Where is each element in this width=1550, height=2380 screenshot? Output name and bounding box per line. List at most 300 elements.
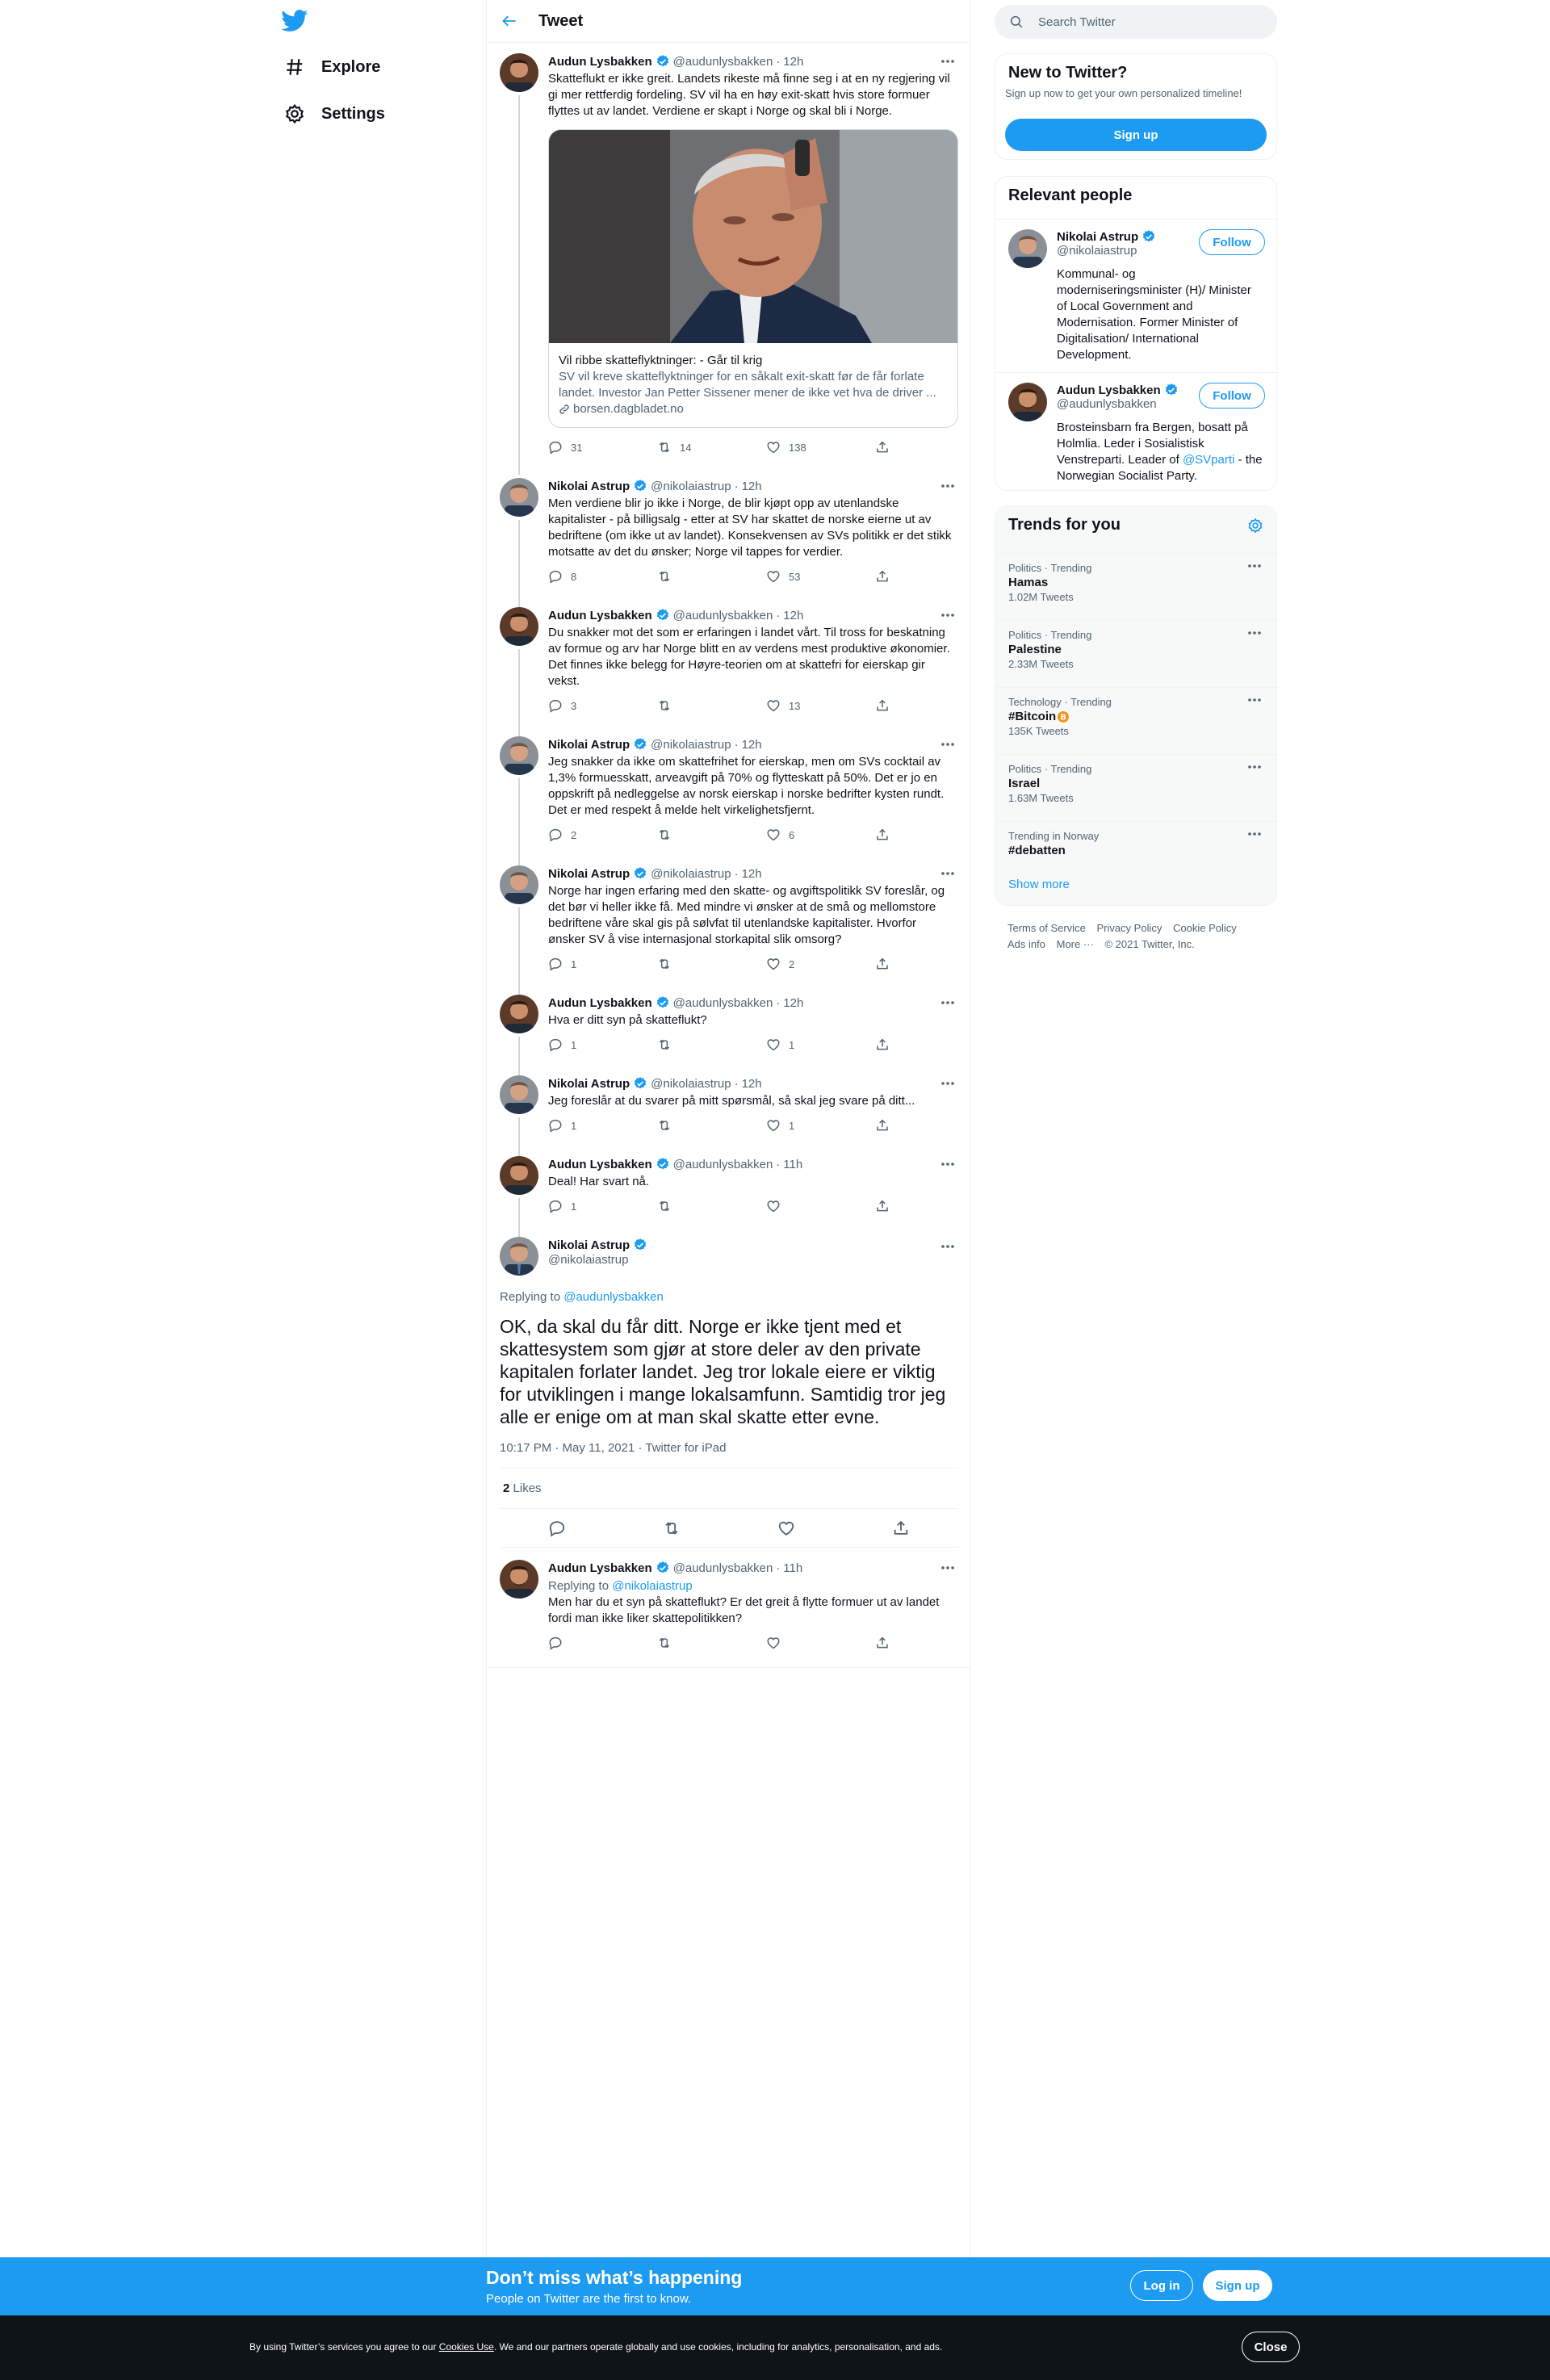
reply-icon <box>548 957 563 971</box>
heart-icon <box>766 698 781 713</box>
retweet-icon <box>657 1118 672 1133</box>
tweet-text-line: OK, da skal du får ditt. Norge er ikke tjent med et <box>500 1316 902 1337</box>
tweet-text-line: kapitalen forlater landet. Jeg tror lokale eiere er viktig <box>500 1361 936 1382</box>
avatar[interactable] <box>500 1075 538 1114</box>
tweet-time[interactable]: 12h <box>741 737 762 752</box>
reply-button[interactable] <box>548 568 657 585</box>
share-button[interactable] <box>875 1198 907 1214</box>
more-options-button[interactable] <box>937 607 958 623</box>
footer-ads-link[interactable]: Ads info <box>1008 938 1045 950</box>
bio-line: of Local Government and <box>1057 300 1193 313</box>
avatar[interactable] <box>1008 229 1047 268</box>
verified-badge-icon <box>633 479 647 493</box>
more-options-button[interactable] <box>937 53 958 69</box>
card-domain: borsen.dagbladet.no <box>573 402 684 416</box>
signup-button[interactable]: Sign up <box>1005 119 1267 151</box>
tweet-actions <box>548 568 958 585</box>
retweet-button[interactable] <box>657 1117 766 1133</box>
more-dots-icon <box>940 1000 955 1005</box>
person-handle[interactable]: @nikolaiastrup <box>1057 244 1137 258</box>
tweet-text <box>548 883 958 948</box>
more-dots-icon <box>1247 698 1265 702</box>
tweet-actions <box>548 698 958 714</box>
trend-name-text: #Bitcoin <box>1008 710 1057 723</box>
signup-title: New to Twitter? <box>1008 64 1128 82</box>
thread-tweet[interactable] <box>487 44 971 463</box>
verified-badge-icon <box>1142 229 1156 244</box>
share-icon <box>875 698 890 713</box>
author-handle[interactable]: @nikolaiastrup <box>651 479 731 493</box>
avatar[interactable] <box>1008 383 1047 421</box>
follow-button[interactable]: Follow <box>1199 229 1265 255</box>
tweet-text <box>548 1012 958 1029</box>
author-name[interactable]: Audun Lysbakken <box>548 1561 652 1575</box>
like-button[interactable] <box>766 1117 875 1133</box>
author-name[interactable]: Nikolai Astrup <box>548 1238 630 1252</box>
reply-button[interactable] <box>548 1117 657 1133</box>
signup-bar-button[interactable]: Sign up <box>1203 2270 1272 2301</box>
trend-category: Politics · Trending <box>1008 629 1092 641</box>
avatar[interactable] <box>500 1560 538 1599</box>
retweet-icon <box>657 569 672 584</box>
twitter-logo-icon[interactable] <box>281 10 310 34</box>
tweet-text <box>548 754 958 819</box>
more-options-button[interactable] <box>937 1238 958 1255</box>
retweet-button[interactable] <box>657 956 766 972</box>
more-options-button[interactable] <box>937 736 958 752</box>
retweet-button[interactable] <box>657 827 766 843</box>
trend-count: 1.63M Tweets <box>1008 792 1074 804</box>
author-name[interactable]: Nikolai Astrup <box>548 479 630 493</box>
retweet-icon[interactable] <box>663 1519 681 1537</box>
tweet-actions <box>548 1037 958 1053</box>
heart-icon <box>766 1037 781 1052</box>
trend-name <box>1008 777 1265 790</box>
tweet-time[interactable]: 12h <box>741 1076 762 1091</box>
retweet-button[interactable] <box>657 439 766 455</box>
more-dots-icon <box>1247 765 1265 769</box>
trends-panel <box>995 505 1277 906</box>
replying-to-link[interactable]: @audunlysbakken <box>563 1290 664 1304</box>
footer-links <box>1008 920 1245 953</box>
tweet-text-line: fordi man ikke liker skattepolitikken? <box>548 1611 743 1625</box>
share-button[interactable] <box>875 1117 907 1133</box>
trend-category: Politics · Trending <box>1008 562 1092 574</box>
conversation-column <box>486 0 970 2257</box>
thread-line <box>518 907 520 995</box>
tweet-text-line: kapitalister - på billigsalg - etter at SV har skattet de norske eierne ut av <box>548 513 932 526</box>
reply-count: 1 <box>571 1038 577 1051</box>
author-handle[interactable]: @nikolaiastrup <box>651 737 731 752</box>
bio-mention-link[interactable]: @SVparti <box>1182 453 1235 467</box>
cookie-text: By using Twitter’s services you agree to our <box>249 2341 439 2353</box>
avatar[interactable] <box>500 736 538 775</box>
thread-tweet[interactable] <box>487 985 971 1066</box>
share-icon <box>875 1118 890 1133</box>
like-count: 53 <box>789 570 801 583</box>
thread-line <box>518 95 520 475</box>
avatar[interactable] <box>500 1156 538 1195</box>
separator-dot: · <box>776 1561 781 1575</box>
tweet-text-line: bedriftene våre skal gis på sølvfat til utenlandske kapitalister. Hvorfor <box>548 916 917 930</box>
more-options-button[interactable] <box>937 1075 958 1092</box>
bitcoin-icon <box>1058 711 1069 723</box>
trend-category: Politics · Trending <box>1008 763 1092 775</box>
like-button[interactable] <box>766 827 875 843</box>
reply-icon <box>548 828 563 842</box>
tweet-actions <box>548 1117 958 1133</box>
reply-count: 8 <box>571 570 577 583</box>
more-options-button[interactable] <box>937 995 958 1011</box>
tweet-text-line: Skatteflukt er ikke greit. Landets rikeste må finne seg i at en ny regjering vil <box>548 72 950 86</box>
more-dots-icon <box>1247 564 1265 568</box>
verified-badge-icon <box>633 737 647 752</box>
reply-count: 1 <box>571 1200 577 1213</box>
thread-tweet[interactable] <box>487 468 971 597</box>
reply-icon <box>548 569 563 584</box>
separator-dot: · <box>776 54 781 69</box>
like-button[interactable] <box>766 1037 875 1053</box>
reply-icon <box>548 440 563 455</box>
relevant-people-panel <box>995 176 1277 491</box>
heart-icon <box>766 828 781 842</box>
tweet-text-line: vekst. <box>548 674 580 688</box>
card-title: Vil ribbe skatteflyktninger: - Går til krig <box>559 354 763 367</box>
thread-tweet[interactable] <box>487 727 971 856</box>
tweet-text-line: alle er enige om at man skal skatte etter evne. <box>500 1406 880 1427</box>
like-button[interactable] <box>766 956 875 972</box>
separator-dot: · <box>734 1076 739 1091</box>
retweet-icon <box>657 1037 672 1052</box>
reply-button[interactable] <box>548 1037 657 1053</box>
reply-button[interactable] <box>548 956 657 972</box>
tweet-time[interactable]: 11h <box>783 1561 803 1575</box>
bio-line: Kommunal- og <box>1057 267 1136 281</box>
like-button[interactable] <box>766 698 875 714</box>
cookie-consent-bar <box>0 2315 1550 2380</box>
trend-item[interactable] <box>995 754 1278 819</box>
like-button[interactable] <box>766 1198 875 1214</box>
thread-line <box>518 1198 520 1237</box>
tweet-text-line: Jeg snakker da ikke om skattefrihet for eierskap, men om SVs cocktail av <box>548 755 941 769</box>
author-handle[interactable]: @nikolaiastrup <box>651 1076 731 1091</box>
retweet-count: 14 <box>680 441 692 454</box>
author-name[interactable]: Audun Lysbakken <box>548 995 652 1010</box>
trend-count: 1.02M Tweets <box>1008 591 1074 603</box>
tweet-actions <box>548 956 958 972</box>
share-icon <box>875 828 890 842</box>
likes-stat[interactable] <box>500 1469 958 1509</box>
reply-icon[interactable] <box>548 1519 566 1537</box>
tweet-text-line: gi mer rettferdig fordeling. SV vil ha en høy exit-skatt hvis store formuer <box>548 88 930 102</box>
tweet-actions <box>548 1198 958 1214</box>
reply-count: 1 <box>571 1119 577 1132</box>
author-name[interactable]: Audun Lysbakken <box>548 608 652 622</box>
cookie-text: . We and our partners operate globally and use cookies, including for analytics, personalisation, and ads. <box>493 2341 943 2353</box>
like-count: 138 <box>789 441 806 454</box>
tweet-text-line: av formue og arv har Norge blitt en av verdens mest produktive økonomier. <box>548 642 950 656</box>
author-handle[interactable]: @nikolaiastrup <box>548 1253 629 1267</box>
more-dots-icon <box>940 1162 955 1167</box>
retweet-icon <box>657 698 672 713</box>
reply-button[interactable] <box>548 1198 657 1214</box>
avatar[interactable] <box>500 53 538 92</box>
replying-to <box>548 1579 958 1593</box>
author-name[interactable]: Nikolai Astrup <box>548 1076 630 1091</box>
bio-line: Norwegian Socialist Party. <box>1057 469 1197 483</box>
trend-count: 135K Tweets <box>1008 725 1069 737</box>
nav-settings[interactable] <box>284 98 385 130</box>
like-count: 1 <box>789 1038 795 1051</box>
share-button[interactable] <box>875 698 907 714</box>
retweet-button[interactable] <box>657 698 766 714</box>
focused-tweet-actions <box>500 1509 958 1548</box>
reply-count: 3 <box>571 699 577 712</box>
avatar[interactable] <box>500 478 538 517</box>
share-button[interactable] <box>875 439 907 455</box>
thread-line <box>518 520 520 607</box>
share-icon <box>875 1199 890 1213</box>
tweet-text-line: Men verdiene blir jo ikke i Norge, de blir kjøpt opp av utenlandske <box>548 497 899 510</box>
tweet-text-line: oppskrift på nedleggelse av norsk eierskap i norske bedrifter kysten rundt. <box>548 787 945 801</box>
share-icon[interactable] <box>892 1519 910 1537</box>
tweet-time[interactable]: 12h <box>783 995 804 1010</box>
retweet-button[interactable] <box>657 1198 766 1214</box>
replying-to <box>500 1290 958 1304</box>
tweet-text-line: det bør vi heller ikke få. Med mindre vi ønsker at de små og mellomstore <box>548 900 936 914</box>
thread-line <box>518 649 520 736</box>
nav-explore-label: Explore <box>321 57 381 76</box>
trend-item[interactable] <box>995 620 1278 685</box>
more-dots-icon <box>940 871 955 876</box>
trend-more-button[interactable] <box>1247 765 1265 769</box>
bio-line <box>1057 452 1267 468</box>
trend-more-button[interactable] <box>1247 698 1265 702</box>
like-button[interactable] <box>766 568 875 585</box>
login-button[interactable]: Log in <box>1130 2270 1193 2301</box>
tweet-text <box>548 1174 958 1190</box>
reply-button[interactable] <box>548 439 657 455</box>
nav-explore[interactable] <box>284 51 380 83</box>
like-count: 1 <box>789 1119 795 1132</box>
author-name[interactable]: Nikolai Astrup <box>548 737 630 752</box>
like-count: 6 <box>789 828 795 841</box>
author-name[interactable]: Audun Lysbakken <box>548 1157 652 1171</box>
trend-more-button[interactable] <box>1247 564 1265 568</box>
trend-item[interactable] <box>995 553 1278 618</box>
footer-more-link[interactable]: More ··· <box>1056 938 1094 950</box>
more-options-button[interactable] <box>937 1560 958 1576</box>
more-dots-icon <box>940 484 955 488</box>
separator-dot: · <box>734 479 739 493</box>
reply-button[interactable] <box>548 827 657 843</box>
person-name[interactable]: Audun Lysbakken <box>1057 383 1161 397</box>
reply-button[interactable] <box>548 1635 657 1651</box>
footer-privacy-link[interactable]: Privacy Policy <box>1096 922 1162 934</box>
likes-label: Likes <box>513 1481 542 1495</box>
person-bio <box>1057 420 1267 484</box>
thread-tweet[interactable] <box>487 1066 971 1146</box>
card-image <box>549 130 957 343</box>
footer-terms-link[interactable]: Terms of Service <box>1008 922 1086 934</box>
separator-dot: · <box>776 995 781 1010</box>
heart-icon <box>766 569 781 584</box>
avatar[interactable] <box>500 1237 538 1276</box>
share-button[interactable] <box>875 1635 907 1651</box>
retweet-button[interactable] <box>657 568 766 585</box>
tweet-time[interactable]: 12h <box>741 479 762 493</box>
author-handle[interactable]: @audunlysbakken <box>672 1157 773 1171</box>
share-icon <box>875 957 890 971</box>
tweet-text <box>548 1093 958 1109</box>
separator-dot: · <box>776 1157 781 1171</box>
trend-category: Technology · Trending <box>1008 696 1112 708</box>
more-dots-icon <box>940 1565 955 1570</box>
retweet-icon <box>657 440 672 455</box>
author-name[interactable]: Nikolai Astrup <box>548 866 630 881</box>
tweet-time[interactable]: 12h <box>741 866 762 881</box>
avatar[interactable] <box>500 865 538 904</box>
share-button[interactable] <box>875 956 907 972</box>
bio-text: - the <box>1234 453 1263 467</box>
author-handle[interactable]: @audunlysbakken <box>672 54 773 69</box>
close-button[interactable]: Close <box>1242 2332 1300 2362</box>
share-icon <box>875 440 890 455</box>
trend-more-button[interactable] <box>1247 832 1265 836</box>
gear-icon <box>284 103 305 124</box>
more-dots-icon <box>940 1244 955 1249</box>
back-button[interactable] <box>487 0 532 43</box>
reply-tweet[interactable] <box>487 1550 971 1668</box>
share-button[interactable] <box>875 1037 907 1053</box>
link-card[interactable] <box>548 129 958 428</box>
tweet-timestamp[interactable]: 10:17 PM · May 11, 2021 · Twitter for iPad <box>500 1441 958 1469</box>
follow-button[interactable]: Follow <box>1199 383 1265 409</box>
focused-tweet <box>487 1234 971 1548</box>
thread-tweet[interactable] <box>487 1146 971 1227</box>
retweet-button[interactable] <box>657 1635 766 1651</box>
back-arrow-icon <box>501 13 517 29</box>
person-handle[interactable]: @audunlysbakken <box>1057 397 1157 411</box>
tweet-actions <box>548 439 958 455</box>
like-count: 13 <box>789 699 801 712</box>
search-input[interactable] <box>995 5 1277 39</box>
person-name[interactable]: Nikolai Astrup <box>1057 229 1139 244</box>
heart-icon[interactable] <box>777 1519 795 1537</box>
trend-name-text: Hamas <box>1008 576 1049 589</box>
tweet-text <box>548 625 958 689</box>
trend-count: 2.33M Tweets <box>1008 658 1074 670</box>
show-more-link[interactable]: Show more <box>1008 878 1070 891</box>
tweet-time[interactable]: 11h <box>783 1157 803 1171</box>
retweet-icon <box>657 828 672 842</box>
avatar[interactable] <box>500 995 538 1033</box>
more-dots-icon <box>940 613 955 618</box>
svg-text:B: B <box>1060 713 1066 723</box>
share-button[interactable] <box>875 568 907 585</box>
author-handle[interactable]: @audunlysbakken <box>672 608 773 622</box>
retweet-button[interactable] <box>657 1037 766 1053</box>
bio-line: Brosteinsbarn fra Bergen, bosatt på <box>1057 421 1248 434</box>
thread-tweet[interactable] <box>487 856 971 985</box>
tweet-text-line: Deal! Har svart nå. <box>548 1175 650 1188</box>
verified-badge-icon <box>656 1157 670 1171</box>
tweet-text-line: Hva er ditt syn på skatteflukt? <box>548 1013 707 1027</box>
link-icon <box>559 404 570 415</box>
footer-cookie-link[interactable]: Cookie Policy <box>1172 922 1237 934</box>
tweet-text <box>548 1594 958 1627</box>
replying-to-prefix: Replying to <box>500 1290 561 1304</box>
cookie-notice <box>249 2341 942 2353</box>
gear-icon[interactable] <box>1247 517 1263 534</box>
card-link[interactable] <box>559 401 948 417</box>
author-handle[interactable]: @nikolaiastrup <box>651 866 731 881</box>
tweet-text-line: ønsker SV å vise internasjonal storkapital slik omsorg? <box>548 932 842 946</box>
trend-category: Trending in Norway <box>1008 830 1100 842</box>
trend-name <box>1008 576 1265 589</box>
trend-item[interactable] <box>995 821 1278 886</box>
cookies-use-link[interactable]: Cookies Use <box>438 2341 494 2353</box>
tweet-actions <box>548 1635 958 1651</box>
search-icon <box>1009 15 1024 29</box>
tweet-text-line: Men har du et syn på skatteflukt? Er det greit å flytte formuer ut av landet <box>548 1595 940 1609</box>
more-options-button[interactable] <box>937 865 958 882</box>
tweet-time[interactable]: 12h <box>783 54 804 69</box>
trend-more-button[interactable] <box>1247 631 1265 635</box>
reply-button[interactable] <box>548 698 657 714</box>
tweet-text-line: Jeg foreslår at du svarer på mitt spørsmål, så skal jeg svare på ditt... <box>548 1094 915 1108</box>
like-button[interactable] <box>766 439 875 455</box>
more-options-button[interactable] <box>937 1156 958 1172</box>
thread-tweet[interactable] <box>487 597 971 727</box>
separator-dot: · <box>776 608 781 622</box>
reply-count: 31 <box>571 441 583 454</box>
person-card[interactable] <box>995 372 1278 490</box>
more-options-button[interactable] <box>937 478 958 494</box>
trend-item[interactable] <box>995 687 1278 752</box>
tweet-time[interactable]: 12h <box>783 608 804 622</box>
signup-prompt-bar <box>0 2257 1550 2315</box>
tweet-text-line: skattesystem som gjør at store deler av den private <box>500 1339 921 1360</box>
verified-badge-icon <box>633 866 647 881</box>
tweet-text-line: bedriftene (om ikke ut av landet). Konsekvensen av SVs politikk er det stikk <box>548 529 952 543</box>
like-button[interactable] <box>766 1635 875 1651</box>
person-card[interactable] <box>995 219 1278 369</box>
replying-to-link[interactable]: @nikolaiastrup <box>612 1579 693 1593</box>
share-button[interactable] <box>875 827 907 843</box>
reply-icon <box>548 1199 563 1213</box>
search-placeholder: Search Twitter <box>1038 15 1116 29</box>
share-icon <box>875 1636 890 1650</box>
author-name[interactable]: Audun Lysbakken <box>548 54 652 69</box>
trends-title: Trends for you <box>1008 516 1121 534</box>
author-handle[interactable]: @audunlysbakken <box>672 1561 773 1575</box>
avatar[interactable] <box>500 607 538 646</box>
more-dots-icon <box>1247 832 1265 836</box>
more-dots-icon <box>940 1081 955 1086</box>
tweet-text-line: Det finnes ikke belegg for Høyre-teorien om at skattefri for eierskap gir <box>548 658 925 672</box>
reply-icon <box>548 1037 563 1052</box>
tweet-text-line: motsatte av det du ønsker; Norge vil tappes for verdier. <box>548 545 844 559</box>
trend-name <box>1008 844 1265 857</box>
retweet-icon <box>657 1199 672 1213</box>
author-handle[interactable]: @audunlysbakken <box>672 995 773 1010</box>
verified-badge-icon <box>656 1561 670 1575</box>
like-count: 2 <box>789 957 795 970</box>
bio-line: Holmlia. Leder i Sosialistisk <box>1057 437 1204 450</box>
tweet-text <box>548 71 958 119</box>
tweet-text <box>548 496 958 560</box>
